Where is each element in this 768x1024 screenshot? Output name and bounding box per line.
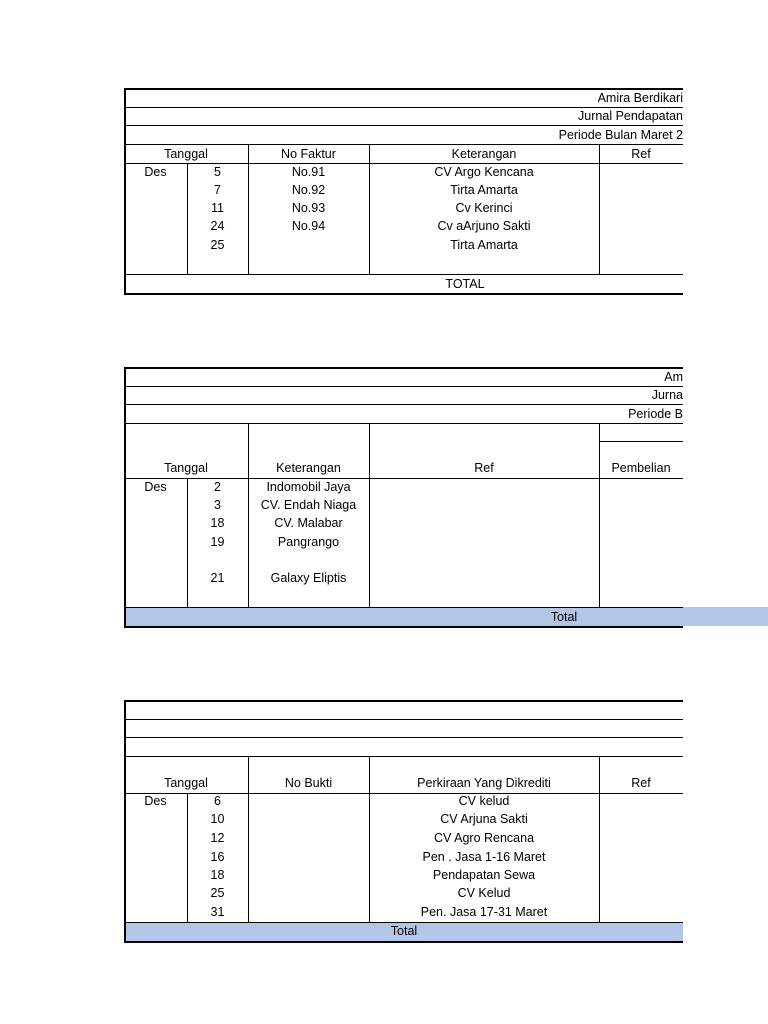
day-cell: 18 <box>210 868 225 882</box>
day-cell: 3 <box>214 498 221 512</box>
account-cell: CV Kelud <box>457 886 511 900</box>
invoice-cell: No.94 <box>291 219 326 233</box>
col-header-ref: Ref <box>631 147 651 161</box>
description-cell: Tirta Amarta <box>450 238 518 252</box>
col-header-pembelian: Pembelian <box>611 461 671 475</box>
day-cell: 19 <box>210 535 225 549</box>
description-cell: Pangrango <box>277 535 340 549</box>
col-header-tanggal: Tanggal <box>164 147 208 161</box>
day-cell: 16 <box>210 850 225 864</box>
month-cell: Des <box>144 480 167 494</box>
day-cell: 31 <box>210 905 225 919</box>
journal-title: Jurna <box>651 388 683 402</box>
total-label: Total <box>550 610 578 624</box>
month-cell: Des <box>144 794 167 808</box>
day-cell: 18 <box>210 516 225 530</box>
col-header-no-bukti: No Bukti <box>284 776 333 790</box>
day-cell: 25 <box>210 886 225 900</box>
invoice-cell: No.93 <box>291 201 326 215</box>
total-label: TOTAL <box>445 277 485 291</box>
col-header-keterangan: Keterangan <box>451 147 517 161</box>
col-header-ref: Ref <box>474 461 494 475</box>
description-cell: CV Argo Kencana <box>434 165 534 179</box>
day-cell: 21 <box>210 571 225 585</box>
description-cell: Galaxy Eliptis <box>270 571 347 585</box>
journal-table-2 <box>124 367 683 628</box>
col-header-keterangan: Keterangan <box>276 461 341 475</box>
description-cell: Cv Kerinci <box>455 201 513 215</box>
account-cell: Pendapatan Sewa <box>432 868 536 882</box>
col-header-ref: Ref <box>631 776 651 790</box>
description-cell: CV. Malabar <box>274 516 343 530</box>
description-cell: Cv aArjuno Sakti <box>437 219 531 233</box>
description-cell: Tirta Amarta <box>450 183 518 197</box>
col-header-no-faktur: No Faktur <box>281 147 336 161</box>
col-header-tanggal: Tanggal <box>164 776 208 790</box>
journal-title: Jurnal Pendapatan <box>578 109 683 123</box>
col-header-tanggal: Tanggal <box>164 461 208 475</box>
description-cell: CV. Endah Niaga <box>260 498 357 512</box>
total-row-highlight-overflow <box>683 607 768 626</box>
month-cell: Des <box>144 165 167 179</box>
day-cell: 6 <box>214 794 221 808</box>
total-label: Total <box>390 924 418 938</box>
day-cell: 25 <box>210 238 225 252</box>
invoice-cell: No.92 <box>291 183 326 197</box>
day-cell: 12 <box>210 831 225 845</box>
account-cell: CV kelud <box>458 794 510 808</box>
day-cell: 5 <box>214 165 221 179</box>
account-cell: Pen. Jasa 17-31 Maret <box>420 905 548 919</box>
day-cell: 24 <box>210 219 225 233</box>
invoice-cell <box>248 236 369 254</box>
company-name: Am <box>664 370 683 384</box>
account-cell: CV Agro Rencana <box>433 831 535 845</box>
day-cell: 11 <box>211 201 224 215</box>
period-label: Periode Bulan Maret 2 <box>558 128 683 142</box>
description-cell: Indomobil Jaya <box>266 480 351 494</box>
company-name: Amira Berdikari <box>597 91 683 105</box>
day-cell: 2 <box>214 480 221 494</box>
day-cell: 7 <box>214 183 221 197</box>
account-cell: CV Arjuna Sakti <box>440 812 528 826</box>
day-cell: 10 <box>210 812 225 826</box>
account-cell: Pen . Jasa 1-16 Maret <box>422 850 546 864</box>
journal-table-3 <box>124 700 683 943</box>
period-label: Periode B <box>628 407 683 421</box>
journal-table-1 <box>124 88 683 295</box>
invoice-cell: No.91 <box>291 165 326 179</box>
col-header-perkiraan: Perkiraan Yang Dikrediti <box>417 776 551 790</box>
